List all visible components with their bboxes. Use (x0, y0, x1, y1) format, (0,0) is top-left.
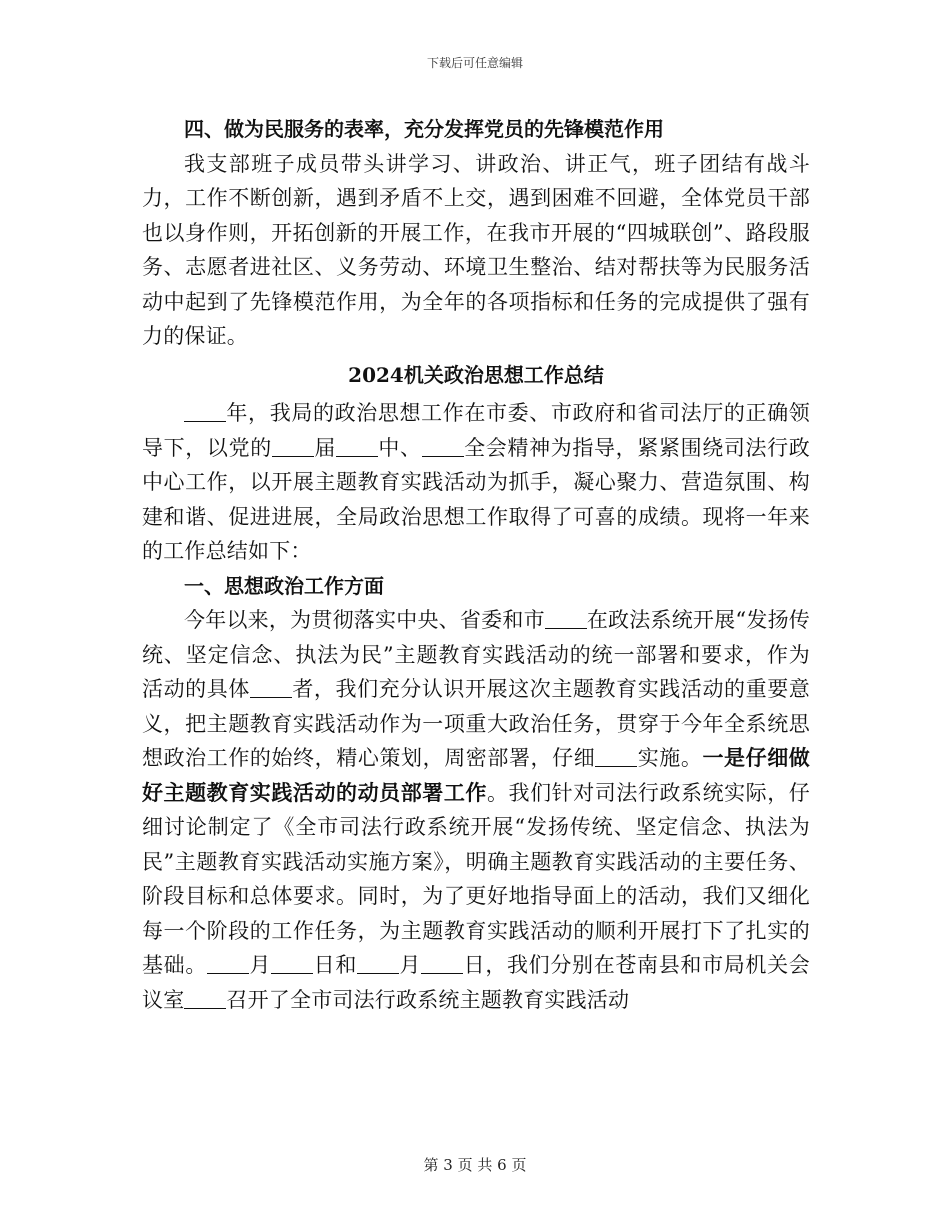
s1-text-6: 月 (249, 953, 272, 977)
intro-paragraph (142, 396, 810, 569)
intro-text-2: 届 (313, 435, 336, 460)
intro-text-1: 年，我局的政治思想工作在市委、市政府和省司法厅的正确领导下，以党的 (142, 401, 810, 460)
blank-field (421, 955, 463, 974)
document-body (142, 112, 810, 1017)
s1-text-5: 。我们针对司法行政系统实际，仔细讨论制定了《全市司法行政系统开展“发扬传统、坚定信念、执法为民”主题教育实践活动实施方案》，明确主题教育实践活动的主要任务、阶段目标和总体要求。同时，为了更好地指导面上的活动，我们又细化每一个阶段的工作任务，为主题教育实践活动的顺利开展打下了扎实的基础。 (142, 780, 811, 977)
section4-paragraph: 我支部班子成员带头讲学习、讲政治、讲正气，班子团结有战斗力，工作不断创新，遇到矛盾不上交，遇到困难不回避，全体党员干部也以身作则，开拓创新的开展工作，在我市开展的“四城联创”、路段服务、志愿者进社区、义务劳动、环境卫生整治、结对帮扶等为民服务活动中起到了先锋模范作用，为全年的各项指标和任务的完成提供了强有力的保证。 (142, 151, 810, 348)
s1-bold-lead: 一是仔细做好主题教育实践活动的动员部署工作 (142, 745, 811, 805)
intro-text-3: 中、 (377, 435, 422, 460)
blank-field (207, 955, 249, 974)
blank-field (272, 438, 314, 457)
section1-paragraph (142, 603, 810, 1017)
page-footer: 第 3 页 共 6 页 (423, 1156, 527, 1174)
s1-text-10: 召开了全市司法行政系统主题教育实践活动 (226, 987, 630, 1012)
section4-heading: 四、做为民服务的表率，充分发挥党员的先锋模范作用 (184, 117, 664, 141)
intro-text-4: 全会精神为指导，紧紧围绕司法行政中心工作，以开展主题教育实践活动为抓手，凝心聚力、营造氛围、构建和谐、促进进展，全局政治思想工作取得了可喜的成绩。现将一年来的工作总结如下： (142, 435, 811, 563)
s1-text-9: 日，我们分别在苍南县和市局机关会议室 (142, 953, 810, 1012)
document-title: 2024机关政治思想工作总结 (348, 362, 604, 387)
s1-text-3: 者，我们充分认识开展这次主题教育实践活动的重要意义，把主题教育实践活动作为一项重大政治任务，贯穿于今年全系统思想政治工作的始终，精心策划，周密部署，仔细 (142, 677, 810, 770)
blank-field (184, 403, 226, 422)
s1-text-8: 月 (399, 953, 422, 977)
s1-text-7: 日和 (313, 953, 358, 977)
s1-text-4: 实施。 (637, 746, 703, 770)
blank-field (184, 990, 226, 1009)
blank-field (422, 438, 464, 457)
blank-field (271, 955, 313, 974)
blank-field (357, 955, 399, 974)
header-note: 下载后可任意编辑 (426, 56, 523, 70)
s1-text-1: 今年以来，为贯彻落实中央、省委和市 (184, 608, 545, 632)
s1-text-2: 在政法系统开展“发扬传统、坚定信念、执法为民”主题教育实践活动的统一部署和要求，作为活动的具体 (142, 608, 810, 701)
blank-field (595, 748, 637, 767)
blank-field (545, 610, 587, 629)
blank-field (250, 679, 292, 698)
blank-field (336, 438, 378, 457)
section1-heading: 一、思想政治工作方面 (184, 573, 384, 598)
